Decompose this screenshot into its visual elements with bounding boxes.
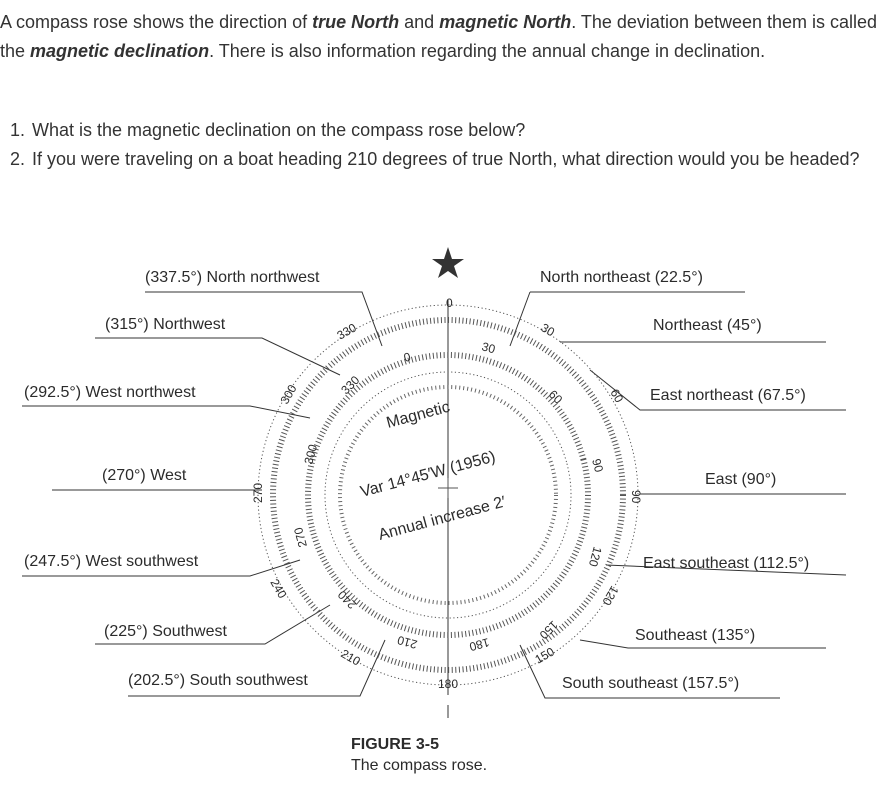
inner-degree-150: 150 (536, 617, 561, 642)
label-sse: South southeast (157.5°) (562, 675, 740, 692)
intro-text-3: . The deviation between them is called the (0, 12, 878, 61)
figure-caption-text: The compass rose. (351, 757, 488, 774)
rose-center-text (359, 399, 508, 544)
term-magnetic-north: magnetic North (439, 12, 572, 32)
inner-degree-0: 0 (402, 349, 413, 365)
label-ese: East southeast (112.5°) (643, 555, 810, 572)
outer-degree-240: 240 (267, 576, 290, 601)
outer-degree-150: 150 (532, 644, 557, 667)
outer-degree-270: 270 (251, 482, 265, 503)
inner-degree-240: 240 (335, 587, 360, 612)
outer-degree-210: 210 (338, 646, 363, 669)
true-north-star-icon (432, 247, 464, 278)
label-wnw: (292.5°) West northwest (24, 384, 196, 401)
intro-text-1: A compass rose shows the direction of (0, 12, 313, 32)
leader-lines (22, 292, 846, 718)
label-se: Southeast (135°) (635, 627, 756, 644)
inner-degree-270: 270 (291, 525, 310, 549)
question-number: 1. (10, 120, 26, 140)
cross-lines (438, 478, 458, 498)
term-true-north: true North (312, 12, 400, 32)
label-nnw: (337.5°) North northwest (145, 269, 320, 286)
inner-degree-120: 120 (585, 545, 605, 569)
inner-degree-210: 210 (395, 632, 419, 652)
inner-degree-180: 180 (467, 635, 491, 654)
outer-degree-120: 120 (599, 583, 622, 608)
question-text: If you were traveling on a boat heading 210 degrees of true North, what direction would you be headed? (32, 149, 860, 169)
inner-degree-labels (291, 339, 606, 654)
figure-caption-title: FIGURE 3-5 (351, 736, 440, 753)
label-sw: (225°) Southwest (104, 623, 227, 640)
label-ene: East northeast (67.5°) (650, 387, 806, 404)
label-nne: North northeast (22.5°) (540, 269, 703, 286)
inner-degree-60: 60 (545, 387, 566, 407)
label-ssw: (202.5°) South southwest (128, 672, 308, 689)
inner-degree-330: 330 (338, 373, 363, 398)
question-number: 2. (10, 149, 26, 169)
outer-degree-90: 90 (629, 490, 643, 504)
outer-degree-labels (251, 296, 643, 691)
outer-degree-180: 180 (438, 677, 459, 691)
outer-degree-300: 300 (277, 382, 300, 407)
label-wsw: (247.5°) West southwest (24, 553, 199, 570)
label-ne: Northeast (45°) (653, 317, 762, 334)
variation-label: Var 14°45′W (1956) (358, 448, 498, 501)
label-e: East (90°) (705, 471, 777, 488)
intro-text-4: . There is also information regarding the annual change in declination. (209, 41, 766, 61)
intro-text-2: and (399, 12, 440, 32)
inner-degree-30: 30 (480, 339, 497, 357)
label-nw: (315°) Northwest (105, 316, 226, 333)
question-text: What is the magnetic declination on the compass rose below? (32, 120, 526, 140)
annual-increase-label: Annual increase 2′ (376, 493, 508, 544)
outer-degree-30: 30 (538, 320, 558, 340)
label-w: (270°) West (102, 467, 187, 484)
outer-degree-330: 330 (334, 320, 359, 343)
outer-degree-60: 60 (607, 386, 627, 406)
inner-degree-90: 90 (589, 457, 607, 474)
magnetic-label: Magnetic (384, 398, 452, 432)
outer-degree-0: 0 (446, 296, 453, 310)
inner-degree-300: 300 (301, 442, 321, 466)
term-magnetic-declination: magnetic declination (30, 41, 210, 61)
